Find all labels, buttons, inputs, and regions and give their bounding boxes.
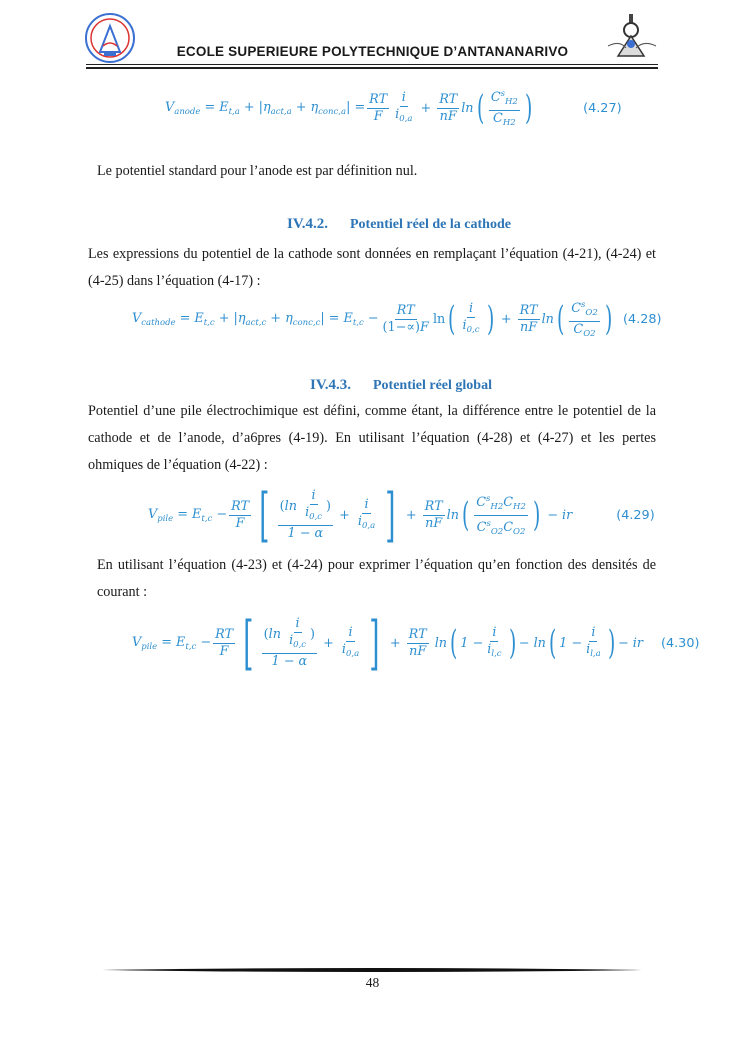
section-heading bbox=[287, 216, 511, 233]
section-title: Potentiel réel de la cathode bbox=[350, 217, 511, 232]
equation-4-28: $V_{cathode} = E_{t,c} + |\eta_{act,c} + \eta_{conc,c}| = E_{t,c}$ − $\frac{RT}{(1-\propto)F}$ ln ( $\frac{i}{i_{0,c}}$ ) + $\frac{RT}{nF}$ ln ( $\frac{C^s_{O2}}{C_{O2}}$ ) (4.28) bbox=[132, 296, 660, 342]
header-rule bbox=[86, 64, 658, 65]
paragraph: Le potentiel standard pour l’anode est par définition nul. bbox=[97, 163, 418, 179]
equation-number: (4.30) bbox=[660, 635, 700, 651]
section-number: IV.4.2. bbox=[287, 216, 328, 232]
section-heading bbox=[310, 377, 492, 394]
paragraph: Les expressions du potentiel de la cathode sont données en remplaçant l’équation (4-21), (4-24) et (4-25) dans l’équation (4-17) : bbox=[88, 246, 656, 289]
paragraph: Potentiel d’une pile électrochimique est défini, comme étant, la différence entre le potentiel de la cathode et de l’anode, d’a6pres (4-19). En utilisant l’équation (4-28) et (4-27) et les pertes ohmiques de l’équation (4-22) : bbox=[88, 403, 656, 473]
equation-number: (4.27) bbox=[583, 100, 622, 116]
equation-4-29: $V_{pile} = E_{t,c}$ − $\frac{RT}{F}$ [ (ln $\frac{i}{i_{0,c}}$ ) 1 − α + $\frac{i}{i_{0,a}}$ ] + $\frac{RT}{nF}$ ln ( $\frac{C^s_{H2}C_{H2}}{C^s_{O2}C_{O2}}$ ) − ir (4.29) bbox=[148, 481, 655, 549]
header-rule-thick bbox=[86, 67, 658, 69]
equation-4-27: $V_{anode} = E_{t,a} + |\eta_{act,a} + \eta_{conc,a}|$ = $\frac{RT}{F}$ $\frac{i}{i_{0,a}}$ + $\frac{RT}{nF}$ ln ( $\frac{C^s_{H2}}{C_{H2}}$ ) (4.27) bbox=[165, 86, 625, 130]
equation-number: (4.28) bbox=[623, 311, 662, 327]
paragraph: En utilisant l’équation (4-23) et (4-24) pour exprimer l’équation qu’en fonction des densités de courant : bbox=[97, 557, 656, 600]
footer-rule bbox=[102, 966, 642, 974]
page-header-title: ECOLE SUPERIEURE POLYTECHNIQUE D’ANTANANARIVO bbox=[176, 44, 569, 59]
equation-4-30: $V_{pile} = E_{t,c}$ − $\frac{RT}{F}$ [ (ln $\frac{i}{i_{0,c}}$ ) 1 − α + $\frac{i}{i_{0,a}}$ ] + $\frac{RT}{nF}$ ln ( 1 − $\frac{i}{i_{l,c}}$ ) − ln ( 1 − $\frac{i}{i_{l,a}}$ ) − ir (4.30) bbox=[132, 609, 700, 677]
section-title: Potentiel réel global bbox=[373, 378, 492, 393]
section-number: IV.4.3. bbox=[310, 377, 351, 393]
page-number: 48 bbox=[365, 975, 380, 990]
equation-number: (4.29) bbox=[616, 507, 655, 523]
